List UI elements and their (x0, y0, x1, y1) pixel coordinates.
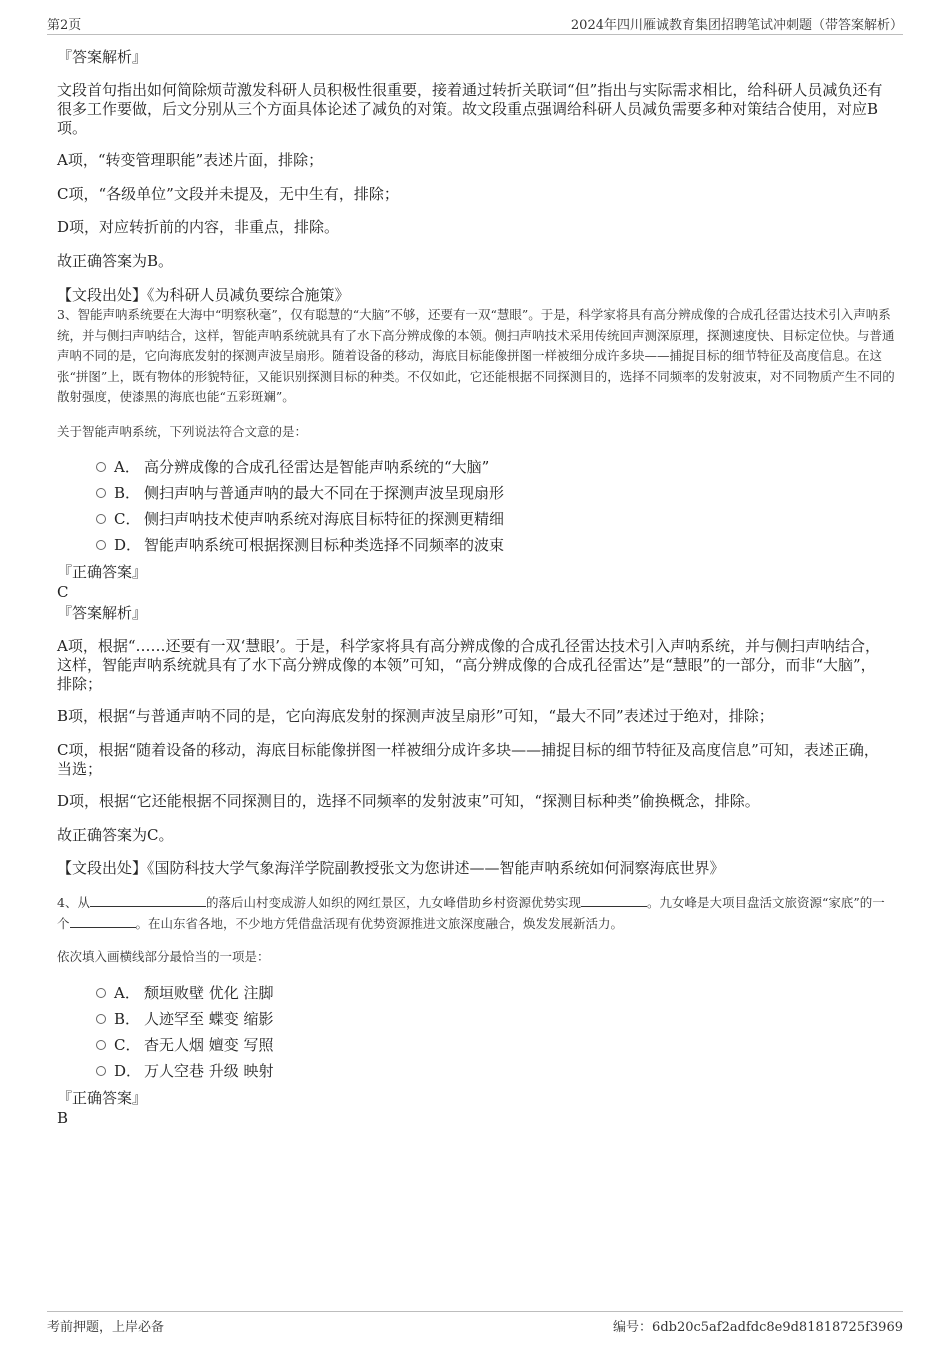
q4-option-c[interactable]: C． 杳无人烟 嬗变 写照 (96, 1035, 274, 1055)
footer-slogan: 考前押题，上岸必备 (47, 1320, 165, 1335)
radio-icon[interactable] (96, 1040, 106, 1050)
q4-option-d[interactable]: D． 万人空巷 升级 映射 (96, 1061, 274, 1081)
q2-analysis-c: C项，“各级单位”文段并未提及，无中生有，排除； (57, 185, 399, 203)
q4-answer-label: 『正确答案』 (57, 1089, 148, 1107)
fill-blank-3 (70, 915, 136, 928)
q4-stem: 4、从 的落后山村变成游人如织的网红景区，九女峰借助乡村资源优势实现 。九女峰是大项目盘活文旅资源“家底”的一个 。在山东省各地，不少地方凭借盘活现有优势资源推进文旅深度融合，焕发发展新活力。 (57, 895, 885, 931)
q2-analysis-label: 『答案解析』 (57, 48, 148, 66)
q2-analysis-intro: 文段首句指出如何简除烦苛激发科研人员积极性很重要，接着通过转折关联词“但”指出与实际需求相比，给科研人员减负还有很多工作要做，后文分别从三个方面具体论述了减负的对策。故文段重点强调给科研人员减负需要多种对策结合使用，对应B项。 (57, 81, 883, 137)
q4-option-b[interactable]: B． 人迹罕至 蝶变 缩影 (96, 1009, 274, 1029)
q2-analysis-a: A项，“转变管理职能”表述片面，排除； (57, 151, 324, 169)
q3-analysis-a: A项，根据“……还要有一双‘慧眼’。于是，科学家将具有高分辨成像的合成孔径雷达技术引入声呐系统，并与侧扫声呐结合，这样，智能声呐系统就具有了水下高分辨成像的本领”可知，“高分辨成像的合成孔径雷达”是“慧眼”的一部分，而非“大脑”，排除； (57, 637, 881, 693)
q3-question: 关于智能声呐系统，下列说法符合文意的是： (57, 424, 308, 439)
q3-option-a[interactable]: A． 高分辨成像的合成孔径雷达是智能声呐系统的“大脑” (96, 457, 489, 477)
q3-option-d[interactable]: D． 智能声呐系统可根据探测目标种类选择不同频率的波束 (96, 535, 504, 555)
q3-stem: 3、智能声呐系统要在大海中“明察秋毫”，仅有聪慧的“大脑”不够，还要有一双“慧眼”。于是，科学家将具有高分辨成像的合成孔径雷达技术引入声呐系统，并与侧扫声呐结合，这样，智能声呐系统就具有了水下高分辨成像的本领。侧扫声呐技术采用传统回声测深原理，探测速度快、目标定位快。与普通声呐不同的是，它向海底发射的探测声波呈扇形。随着设备的移动，海底目标能像拼图一样被细分成许多块——捕捉目标的细节特征及高度信息。在这张“拼图”上，既有物体的形貌特征，又能识别探测目标的种类。不仅如此，它还能根据不同探测目的，选择不同频率的发射波束，对不同物质产生不同的散射强度，使漆黑的海底也能“五彩斑斓”。 (57, 307, 895, 404)
fill-blank-1 (90, 894, 206, 907)
document-serial: 编号：6db20c5af2adfdc8e9d81818725f3969 (613, 1320, 903, 1335)
fill-blank-2 (581, 894, 647, 907)
q3-option-b[interactable]: B． 侧扫声呐与普通声呐的最大不同在于探测声波呈现扇形 (96, 483, 504, 503)
radio-icon[interactable] (96, 540, 106, 550)
q3-analysis-b: B项，根据“与普通声呐不同的是，它向海底发射的探测声波呈扇形”可知，“最大不同”表述过于绝对，排除； (57, 707, 774, 725)
q3-source: 【文段出处】《国防科技大学气象海洋学院副教授张文为您讲述——智能声呐系统如何洞察海底世界》 (57, 859, 725, 877)
q2-source: 【文段出处】《为科研人员减负要综合施策》 (57, 286, 350, 304)
q2-analysis-d: D项，对应转折前的内容，非重点，排除。 (57, 218, 340, 236)
document-title: 2024年四川雁诚教育集团招聘笔试冲刺题（带答案解析） (570, 18, 903, 33)
q4-option-a[interactable]: A． 颓垣败壁 优化 注脚 (96, 983, 274, 1003)
q3-analysis-label: 『答案解析』 (57, 604, 148, 622)
q3-analysis-c: C项，根据“随着设备的移动，海底目标能像拼图一样被细分成许多块——捕捉目标的细节特征及高度信息”可知，表述正确，当选； (57, 741, 879, 778)
radio-icon[interactable] (96, 514, 106, 524)
q4-answer: B (57, 1109, 69, 1127)
page-header (47, 14, 903, 35)
radio-icon[interactable] (96, 1066, 106, 1076)
page-footer (47, 1311, 903, 1334)
q3-conclusion: 故正确答案为C。 (57, 826, 174, 844)
page-number: 第2页 (47, 18, 82, 33)
radio-icon[interactable] (96, 1014, 106, 1024)
q3-option-c[interactable]: C． 侧扫声呐技术使声呐系统对海底目标特征的探测更精细 (96, 509, 504, 529)
q2-conclusion: 故正确答案为B。 (57, 252, 174, 270)
radio-icon[interactable] (96, 462, 106, 472)
q3-analysis-d: D项，根据“它还能根据不同探测目的，选择不同频率的发射波束”可知，“探测目标种类”偷换概念，排除。 (57, 792, 760, 810)
q3-answer: C (57, 583, 69, 601)
q3-answer-label: 『正确答案』 (57, 563, 148, 581)
radio-icon[interactable] (96, 988, 106, 998)
q4-question: 依次填入画横线部分最恰当的一项是： (57, 949, 270, 964)
radio-icon[interactable] (96, 488, 106, 498)
